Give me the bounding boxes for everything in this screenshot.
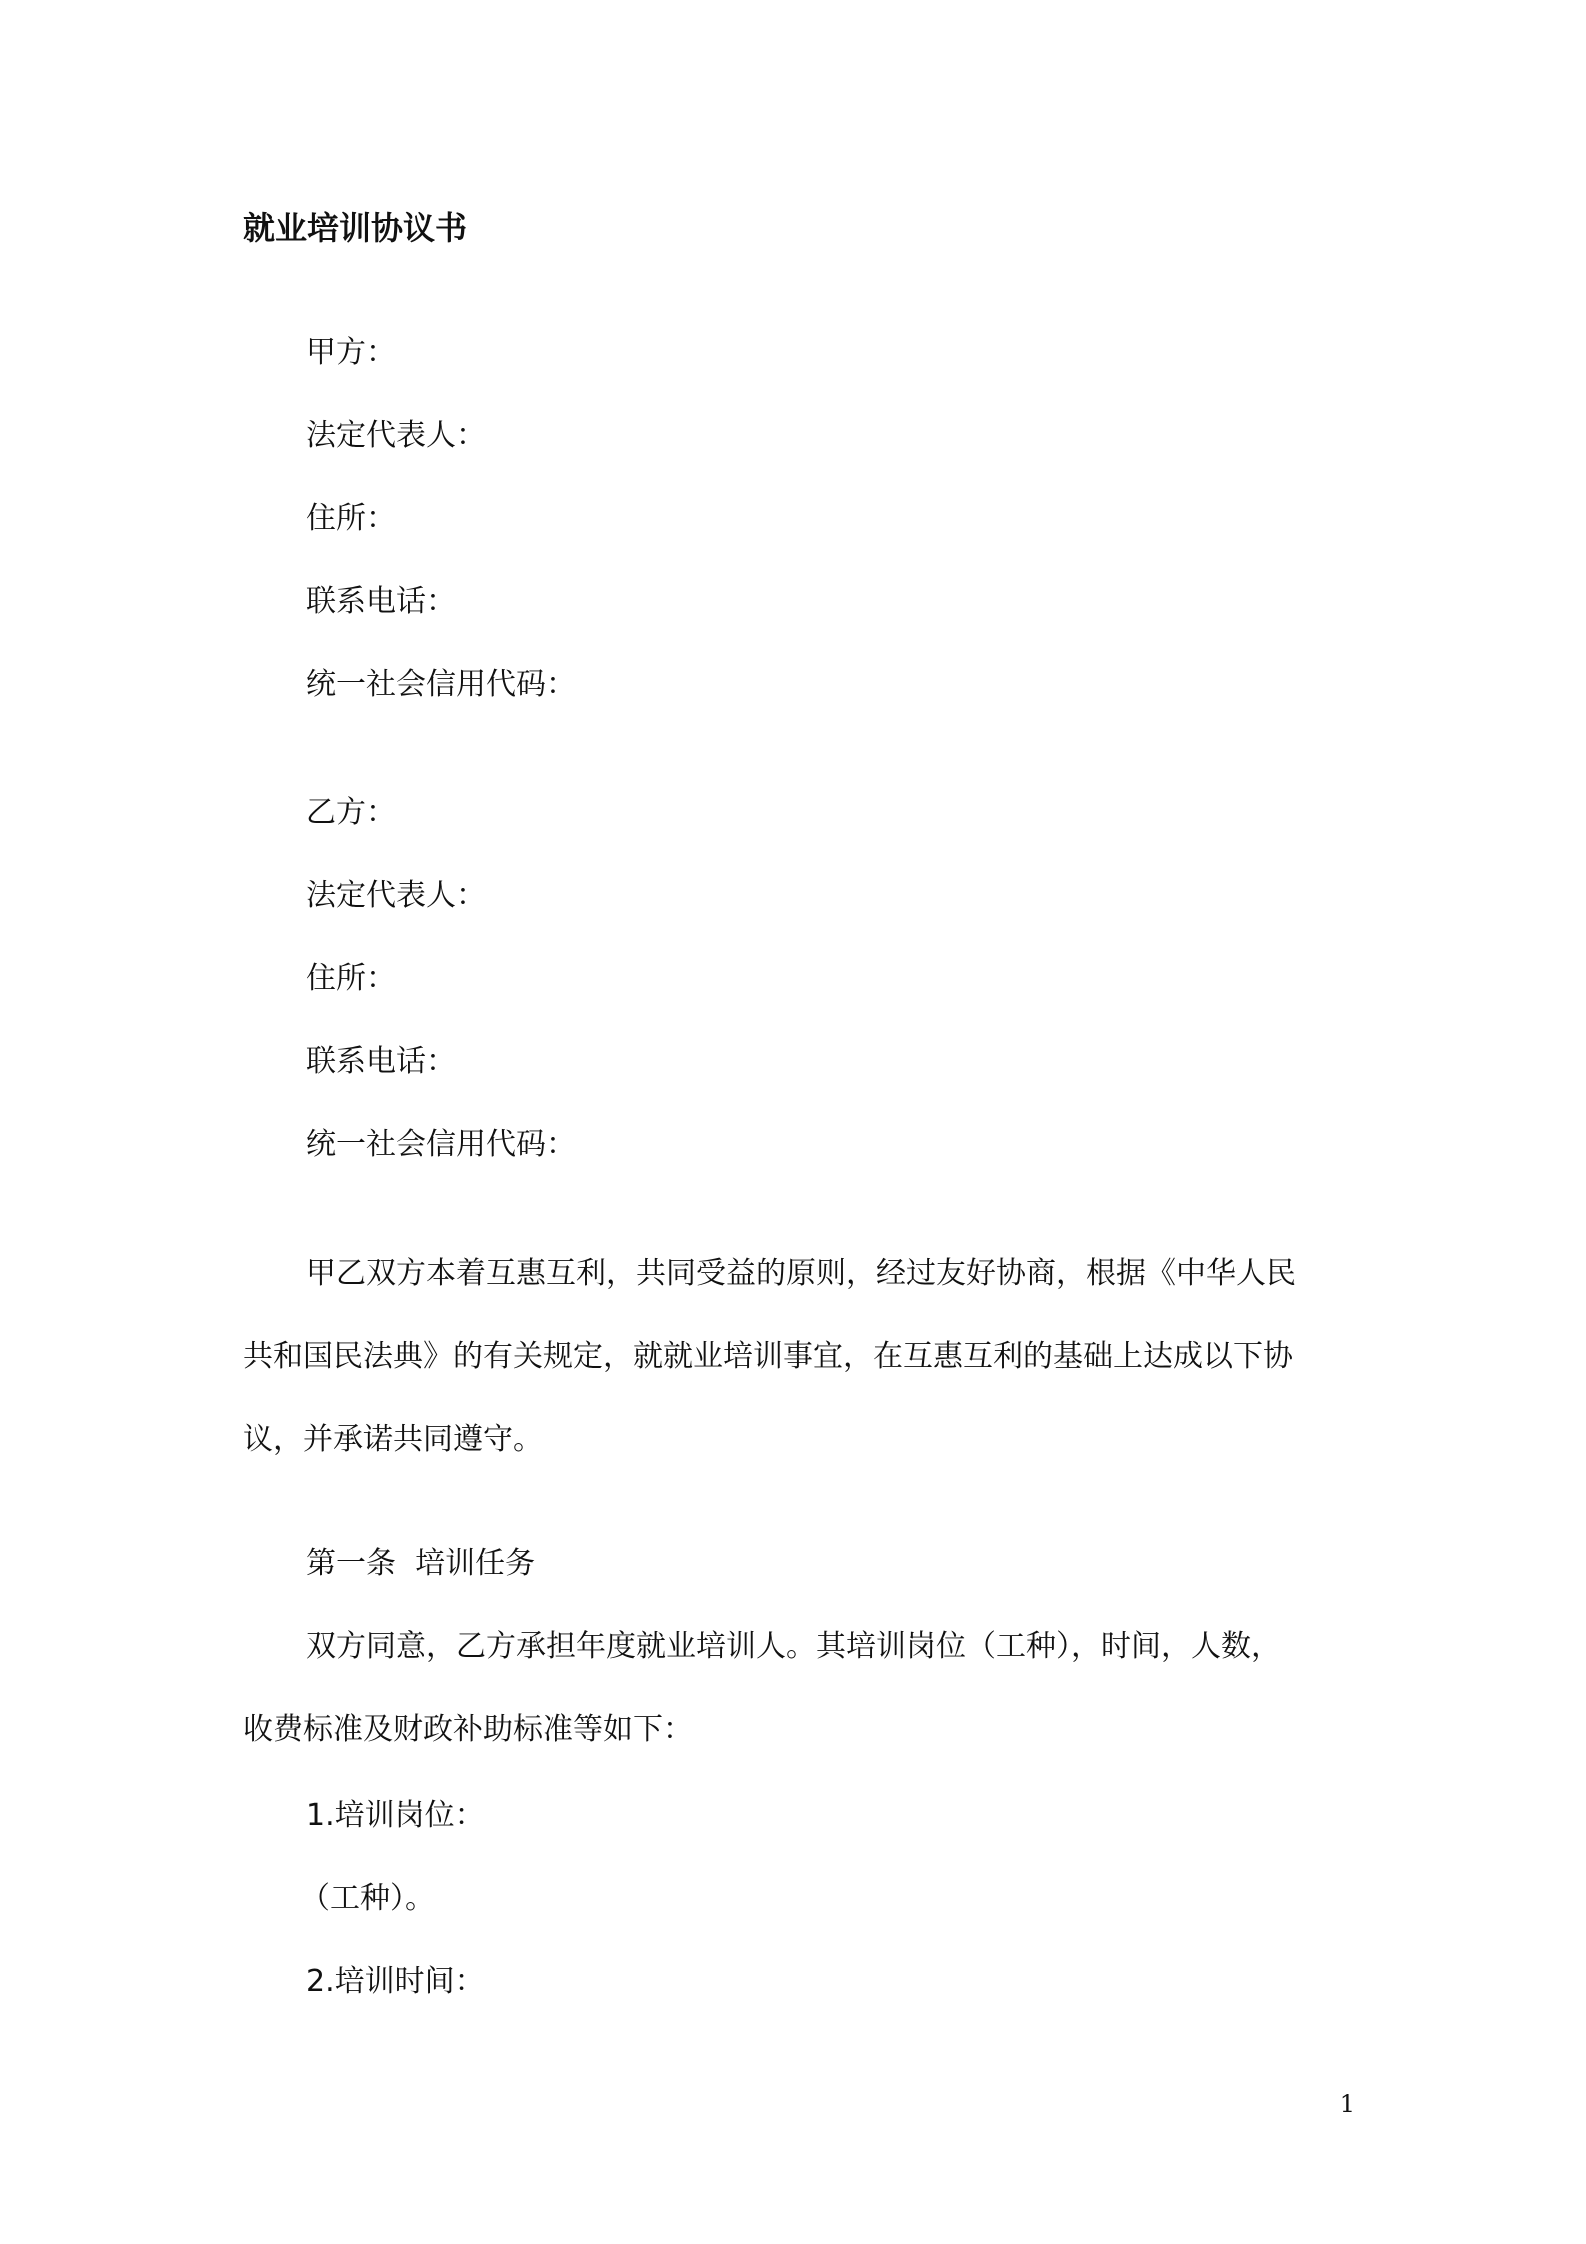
document-title: 就业培训协议书 <box>243 209 468 247</box>
party-a-address-label: 住所： <box>306 501 396 536</box>
party-a-name-label: 甲方： <box>306 335 396 370</box>
party-a-phone-label: 联系电话： <box>306 584 456 619</box>
training-position-value: （工种）。 <box>300 1881 435 1916</box>
article1-heading: 第一条 培训任务 <box>306 1546 536 1581</box>
party-b-name-label: 乙方： <box>306 795 396 830</box>
preamble-line-2: 共和国民法典》的有关规定，就就业培训事宜，在互惠互利的基础上达成以下协 <box>243 1339 1293 1374</box>
party-b-code-label: 统一社会信用代码： <box>306 1127 576 1162</box>
article1-line-1: 双方同意，乙方承担年度就业培训人。其培训岗位（工种），时间，人数， <box>306 1629 1281 1664</box>
party-b-address-label: 住所： <box>306 961 396 996</box>
page-number: 1 <box>1339 2090 1355 2118</box>
party-a-code-label: 统一社会信用代码： <box>306 667 576 702</box>
party-b-rep-label: 法定代表人： <box>306 878 486 913</box>
party-b-phone-label: 联系电话： <box>306 1044 456 1079</box>
preamble-line-1: 甲乙双方本着互惠互利，共同受益的原则，经过友好协商，根据《中华人民 <box>306 1256 1296 1291</box>
training-time-label: 2.培训时间： <box>306 1964 485 1999</box>
preamble-line-3: 议，并承诺共同遵守。 <box>243 1422 543 1457</box>
training-position-label: 1.培训岗位： <box>306 1798 485 1833</box>
article1-line-2: 收费标准及财政补助标准等如下： <box>243 1712 693 1747</box>
party-a-rep-label: 法定代表人： <box>306 418 486 453</box>
